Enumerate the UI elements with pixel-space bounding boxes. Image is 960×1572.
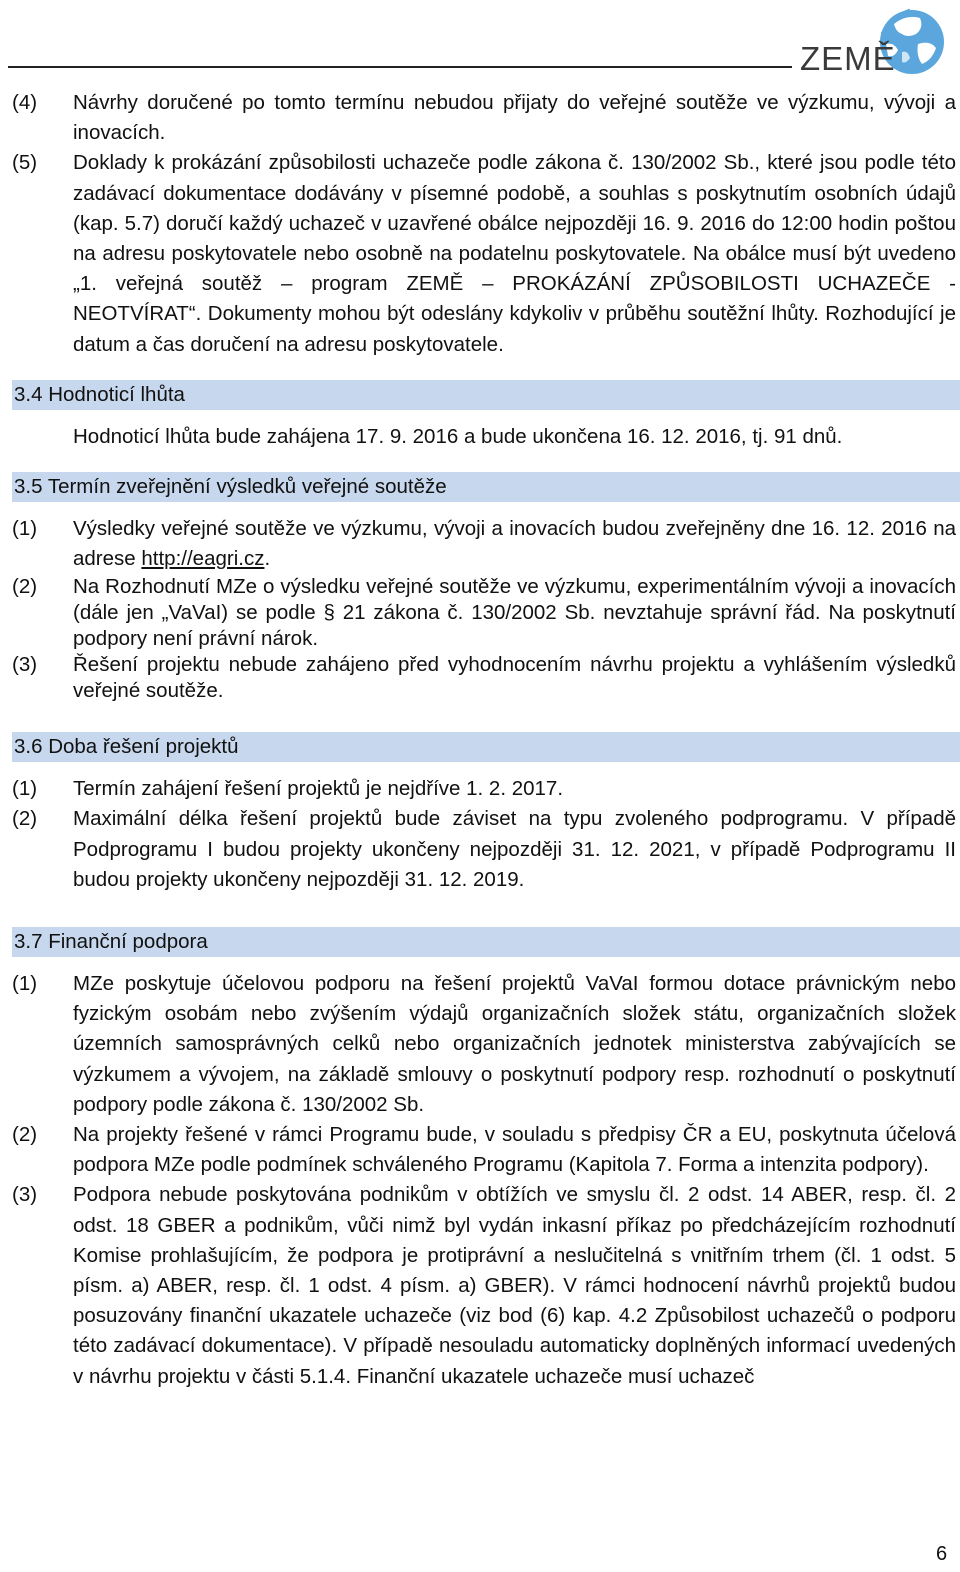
list-item [12, 148, 956, 359]
section-3-4-text: Hodnoticí lhůta bude zahájena 17. 9. 2016 a bude ukončena 16. 12. 2016, tj. 91 dnů. [73, 424, 843, 448]
item-text-body: Výsledky veřejné soutěže ve výzkumu, vývoji a inovacích budou zveřejněny dne 16. 12. 2016 na adrese [73, 516, 956, 571]
item-text: Podpora nebude poskytována podnikům v obtížích ve smyslu čl. 2 odst. 14 ABER, resp. čl. 2 odst. 18 GBER a podnikům, vůči nimž byl vydán inkasní příkaz po předcházejícím rozhodnutí Komise prohlašujícím, že podpora je protiprávní a neslučitelná s vnitřním trhem (čl. 1 odst. 5 písm. a) ABER, resp. čl. 1 odst. 4 písm. a) GBER). V rámci hodnocení návrhů projektů budou posuzovány finanční ukazatele uchazeče (viz bod (6) kap. 4.2 Způsobilost uchazečů o podporu této zadávací dokumentace). V případě nesouladu automaticky doplněných informací uvedených v návrhu projektu v části 5.1.4. Finanční ukazatele uchazeče musí uchazeč [73, 1183, 956, 1388]
item-text-end: . [264, 547, 271, 571]
section-heading-3-4: 3.4 Hodnoticí lhůta [12, 380, 960, 410]
item-text [73, 514, 956, 574]
eagri-link[interactable]: http://eagri.cz [141, 547, 265, 571]
item-number: (1) [12, 777, 38, 801]
zeme-logo [800, 4, 950, 82]
item-number: (2) [12, 807, 38, 831]
logo-text: ZEMĚ [800, 40, 896, 77]
document-body [12, 88, 956, 1392]
item-number: (3) [12, 1183, 38, 1207]
item-text: Na Rozhodnutí MZe o výsledku veřejné soutěže ve výzkumu, experimentálním vývoji a inovacích (dále jen „VaVaI) se podle § 21 zákona č. 130/2002 Sb. nevztahuje správní řád. Na poskytnutí podpory není právní nárok. [73, 575, 956, 651]
item-number: (2) [12, 1123, 38, 1147]
list-item [12, 1120, 956, 1180]
item-text: Doklady k prokázání způsobilosti uchazeče podle zákona č. 130/2002 Sb., které jsou podle této zadávací dokumentace dodávány v písemné podobě, a souhlas s poskytnutím osobních údajů (kap. 5.7) doručí každý uchazeč v uzavřené obálce nejpozději 16. 9. 2016 do 12:00 hodin poštou na adresu poskytovatele nebo osobně na podatelnu poskytovatele. Na obálce musí být uvedeno „1. veřejná soutěž – program ZEMĚ – PROKÁZÁNÍ ZPŮSOBILOSTI UCHAZEČE - NEOTVÍRAT“. Dokumenty mohou být odeslány kdykoliv v průběhu soutěžní lhůty. Rozhodující je datum a čas doručení na adresu poskytovatele. [73, 151, 956, 356]
list-item [12, 774, 956, 804]
page-number: 6 [936, 1543, 948, 1565]
item-text: Návrhy doručené po tomto termínu nebudou přijaty do veřejné soutěže ve výzkumu, vývoji a inovacích. [73, 91, 956, 145]
item-number: (5) [12, 151, 38, 175]
section-heading-3-5: 3.5 Termín zveřejnění výsledků veřejné soutěže [12, 472, 960, 502]
item-text: Řešení projektu nebude zahájeno před vyhodnocením návrhu projektu a vyhlášením výsledků veřejné soutěže. [73, 653, 956, 703]
list-item [12, 514, 956, 574]
item-text: Na projekty řešené v rámci Programu bude, v souladu s předpisy ČR a EU, poskytnuta účelová podpora MZe podle podmínek schváleného Programu (Kapitola 7. Forma a intenzita podpory). [73, 1123, 956, 1177]
list-item [12, 1180, 956, 1391]
list-item [12, 804, 956, 895]
item-text: Maximální délka řešení projektů bude záviset na typu zvoleného podprogramu. V případě Podprogramu I budou projekty ukončeny nejpozději 31. 12. 2021, v případě Podprogramu II budou projekty ukončeny nejpozději 31. 12. 2019. [73, 807, 956, 891]
item-number: (2) [12, 575, 38, 599]
list-item [12, 969, 956, 1120]
item-number: (1) [12, 516, 38, 540]
item-number: (4) [12, 91, 38, 114]
item-number: (1) [12, 972, 38, 996]
section-heading-3-6: 3.6 Doba řešení projektů [12, 732, 960, 762]
list-item [12, 88, 956, 148]
section-heading-3-7: 3.7 Finanční podpora [12, 927, 960, 957]
item-text: MZe poskytuje účelovou podporu na řešení projektů VaVaI formou dotace právnickým nebo fyzickým osobám nebo zvýšením výdajů organizačních složek státu, organizačních složek územních samosprávných celků nebo organizačních jednotek ministerstva zabývajících se výzkumem a vývojem, na základě smlouvy o poskytnutí podpory resp. rozhodnutí o poskytnutí podpory podle zákona č. 130/2002 Sb. [73, 972, 956, 1116]
list-item [12, 652, 956, 704]
list-item [12, 574, 956, 652]
header-rule [8, 66, 792, 68]
item-number: (3) [12, 653, 38, 677]
item-text: Termín zahájení řešení projektů je nejdříve 1. 2. 2017. [73, 777, 564, 801]
